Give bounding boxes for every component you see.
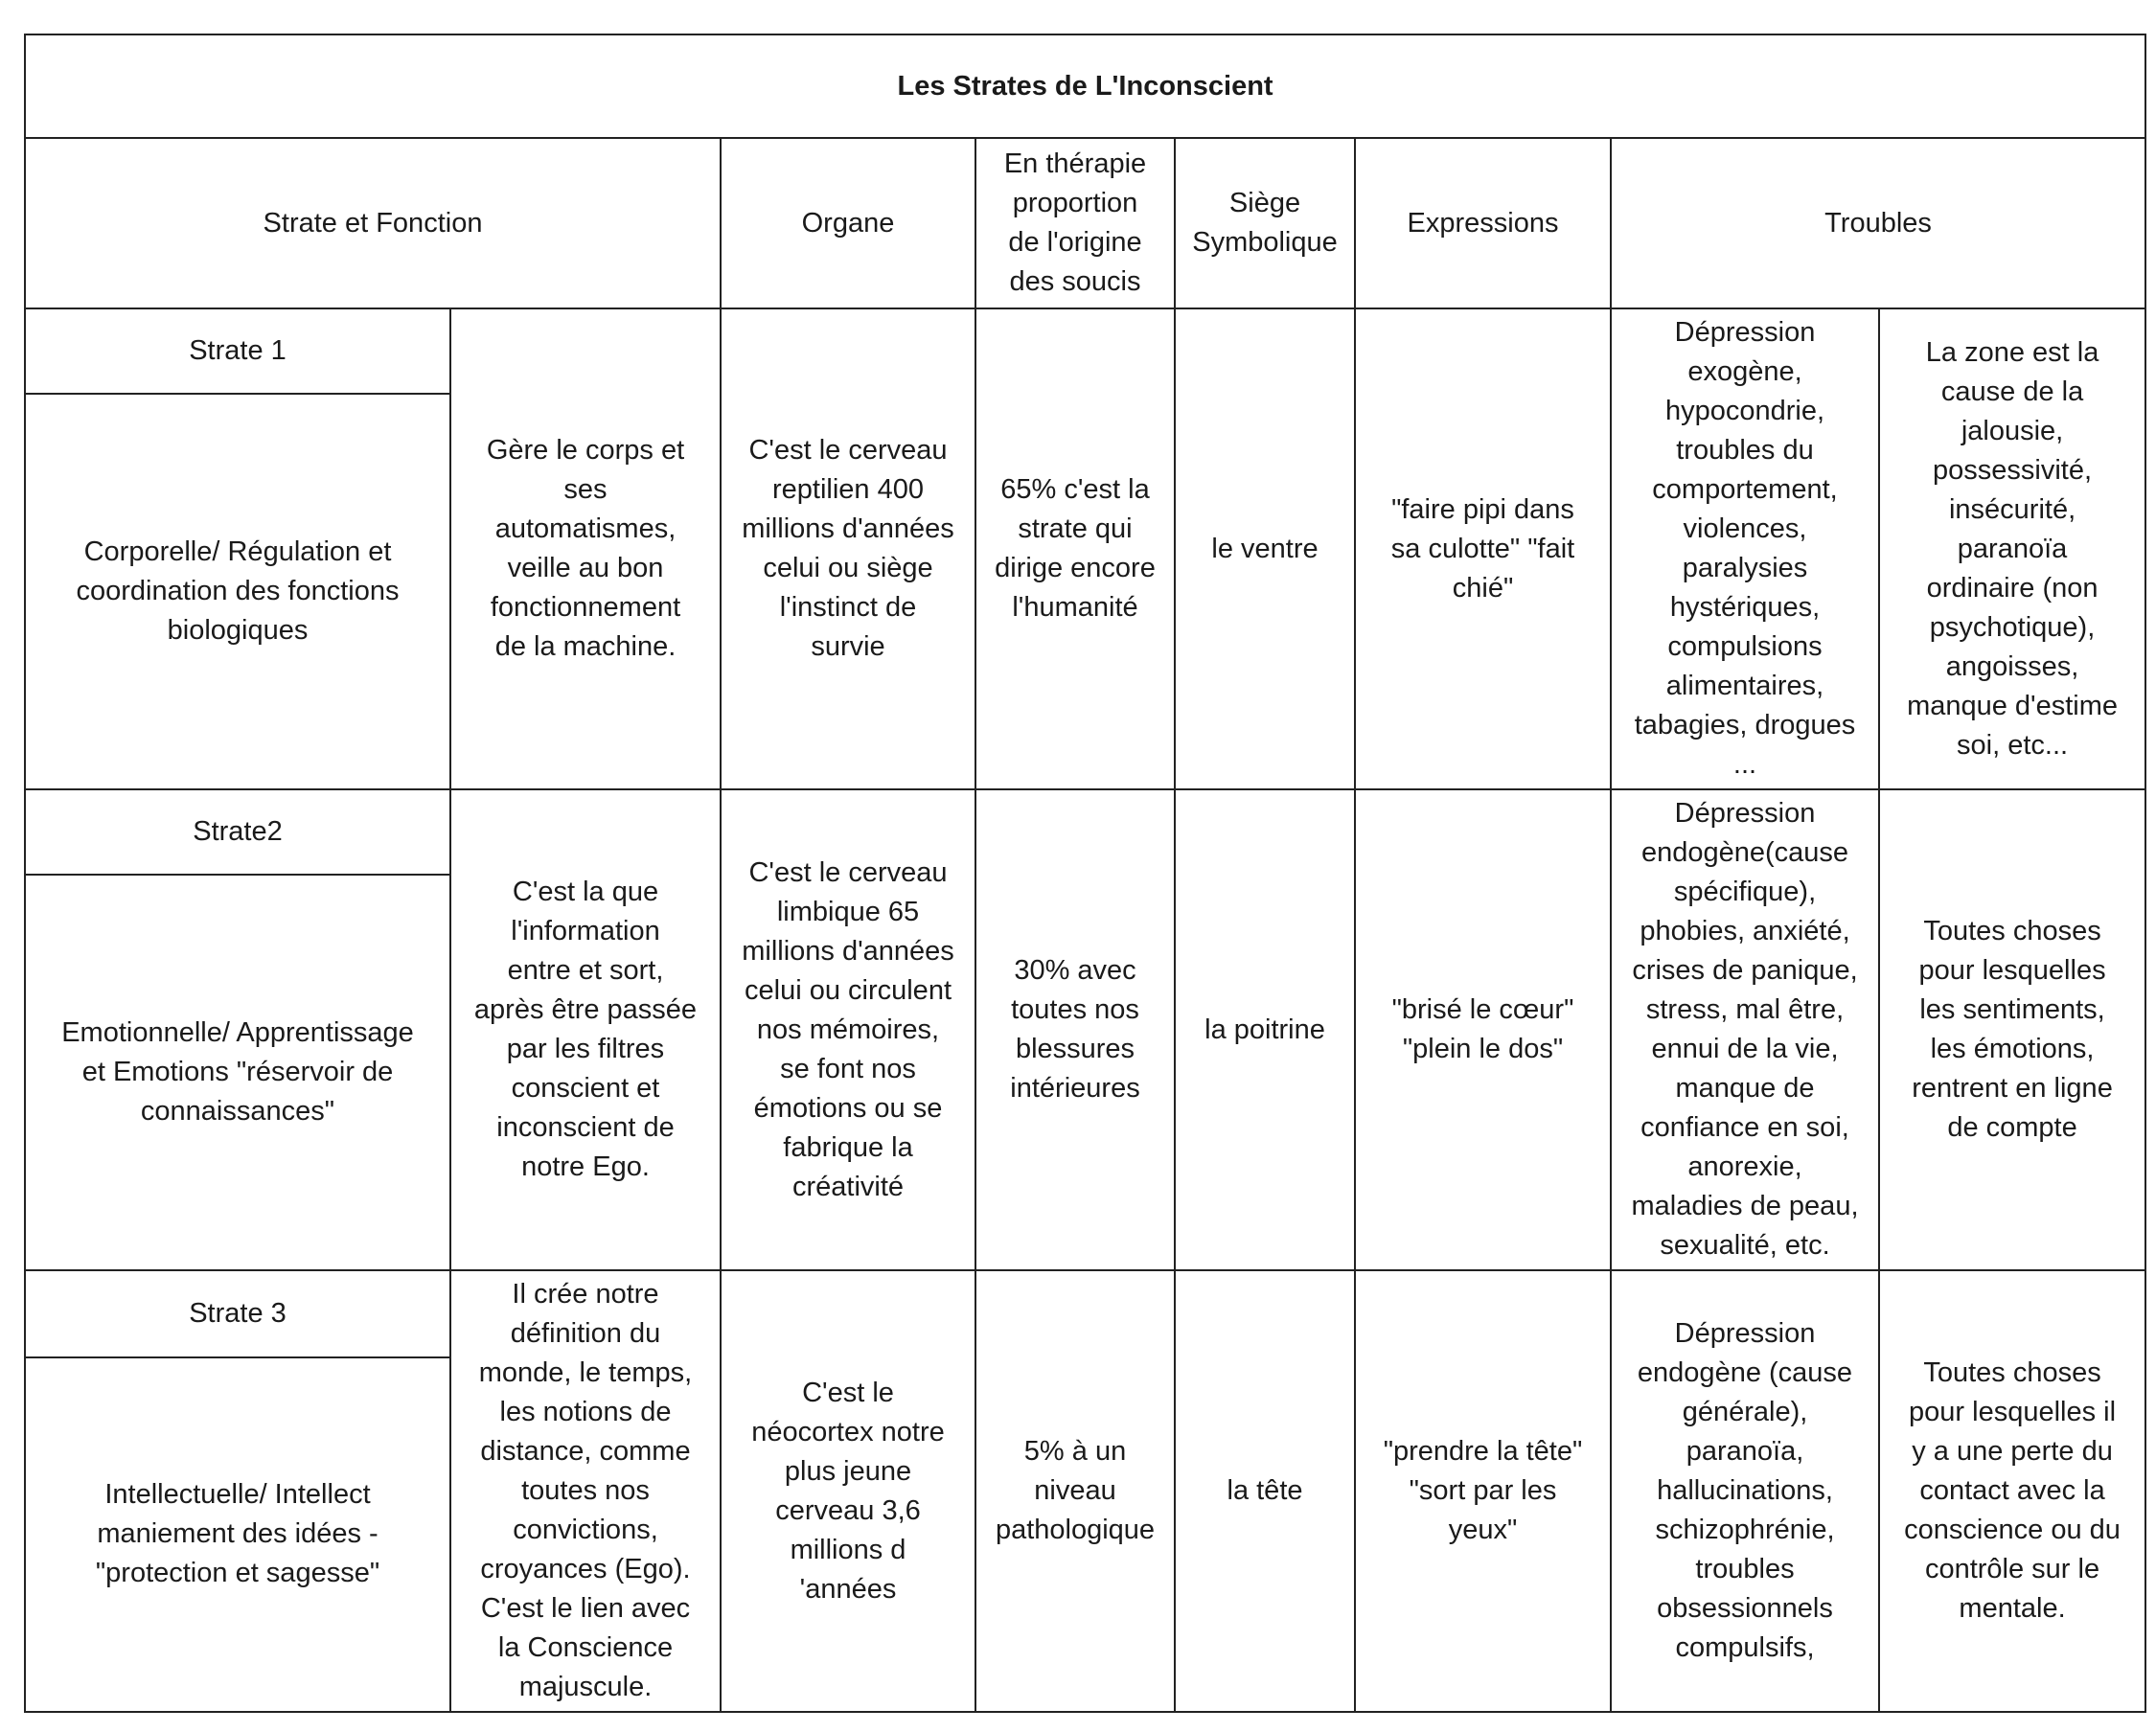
- strate-3-organe: C'est le néocortex notre plus jeune cerveau 3,6 millions d 'années: [721, 1270, 975, 1712]
- strate-3-role: Il crée notre définition du monde, le temps, les notions de distance, comme toutes nos convictions, croyances (Ego). C'est le lien avec la Conscience majuscule.: [450, 1270, 721, 1712]
- strate-2-label: Strate2: [25, 789, 450, 875]
- strate-1-troubles-b: La zone est la cause de la jalousie, possessivité, insécurité, paranoïa ordinaire (non psychotique), angoisses, manque d'estime soi, etc...: [1879, 308, 2145, 789]
- strate-3-label: Strate 3: [25, 1270, 450, 1357]
- strate-1-role: Gère le corps et ses automatismes, veille au bon fonctionnement de la machine.: [450, 308, 721, 789]
- strate-1-troubles-a: Dépression exogène, hypocondrie, troubles du comportement, violences, paralysies hystériques, compulsions alimentaires, tabagies, drogues ...: [1611, 308, 1879, 789]
- strates-document: [24, 34, 2145, 1702]
- strate-3-therapie: 5% à un niveau pathologique: [975, 1270, 1175, 1712]
- strate-2-organe: C'est le cerveau limbique 65 millions d'années celui ou circulent nos mémoires, se font nos émotions ou se fabrique la créativité: [721, 789, 975, 1270]
- strate-2-role: C'est la que l'information entre et sort, après être passée par les filtres conscient et inconscient de notre Ego.: [450, 789, 721, 1270]
- header-strate-fonction: Strate et Fonction: [25, 138, 721, 308]
- strate-1-siege: le ventre: [1175, 308, 1355, 789]
- strate-2-therapie: 30% avec toutes nos blessures intérieures: [975, 789, 1175, 1270]
- strate-3-label-row: [25, 1270, 2145, 1357]
- header-therapie: En thérapie proportion de l'origine des soucis: [975, 138, 1175, 308]
- header-row: [25, 138, 2145, 308]
- title-row: [25, 34, 2145, 138]
- table-title: Les Strates de L'Inconscient: [25, 34, 2145, 138]
- header-expressions: Expressions: [1355, 138, 1611, 308]
- strate-2-troubles-b: Toutes choses pour lesquelles les sentiments, les émotions, rentrent en ligne de compte: [1879, 789, 2145, 1270]
- strate-2-expressions: "brisé le cœur" "plein le dos": [1355, 789, 1611, 1270]
- strate-1-expressions: "faire pipi dans sa culotte" "fait chié": [1355, 308, 1611, 789]
- strate-3-fonction: Intellectuelle/ Intellect maniement des idées - "protection et sagesse": [25, 1357, 450, 1712]
- strate-3-siege: la tête: [1175, 1270, 1355, 1712]
- strate-1-label: Strate 1: [25, 308, 450, 394]
- strates-table: [24, 34, 2146, 1713]
- strate-1-label-row: [25, 308, 2145, 394]
- strate-2-troubles-a: Dépression endogène(cause spécifique), phobies, anxiété, crises de panique, stress, mal être, ennui de la vie, manque de confiance en soi, anorexie, maladies de peau, sexualité, etc.: [1611, 789, 1879, 1270]
- header-troubles: Troubles: [1611, 138, 2145, 308]
- strate-2-label-row: [25, 789, 2145, 875]
- header-organe: Organe: [721, 138, 975, 308]
- header-siege-symbolique: Siège Symbolique: [1175, 138, 1355, 308]
- strate-2-fonction: Emotionnelle/ Apprentissage et Emotions "réservoir de connaissances": [25, 875, 450, 1270]
- strate-1-organe: C'est le cerveau reptilien 400 millions d'années celui ou siège l'instinct de survie: [721, 308, 975, 789]
- strate-1-therapie: 65% c'est la strate qui dirige encore l'humanité: [975, 308, 1175, 789]
- strate-3-troubles-a: Dépression endogène (cause générale), paranoïa, hallucinations, schizophrénie, troubles obsessionnels compulsifs,: [1611, 1270, 1879, 1712]
- strate-1-fonction: Corporelle/ Régulation et coordination des fonctions biologiques: [25, 394, 450, 789]
- strate-2-siege: la poitrine: [1175, 789, 1355, 1270]
- strate-3-expressions: "prendre la tête" "sort par les yeux": [1355, 1270, 1611, 1712]
- strate-3-troubles-b: Toutes choses pour lesquelles il y a une perte du contact avec la conscience ou du contrôle sur le mentale.: [1879, 1270, 2145, 1712]
